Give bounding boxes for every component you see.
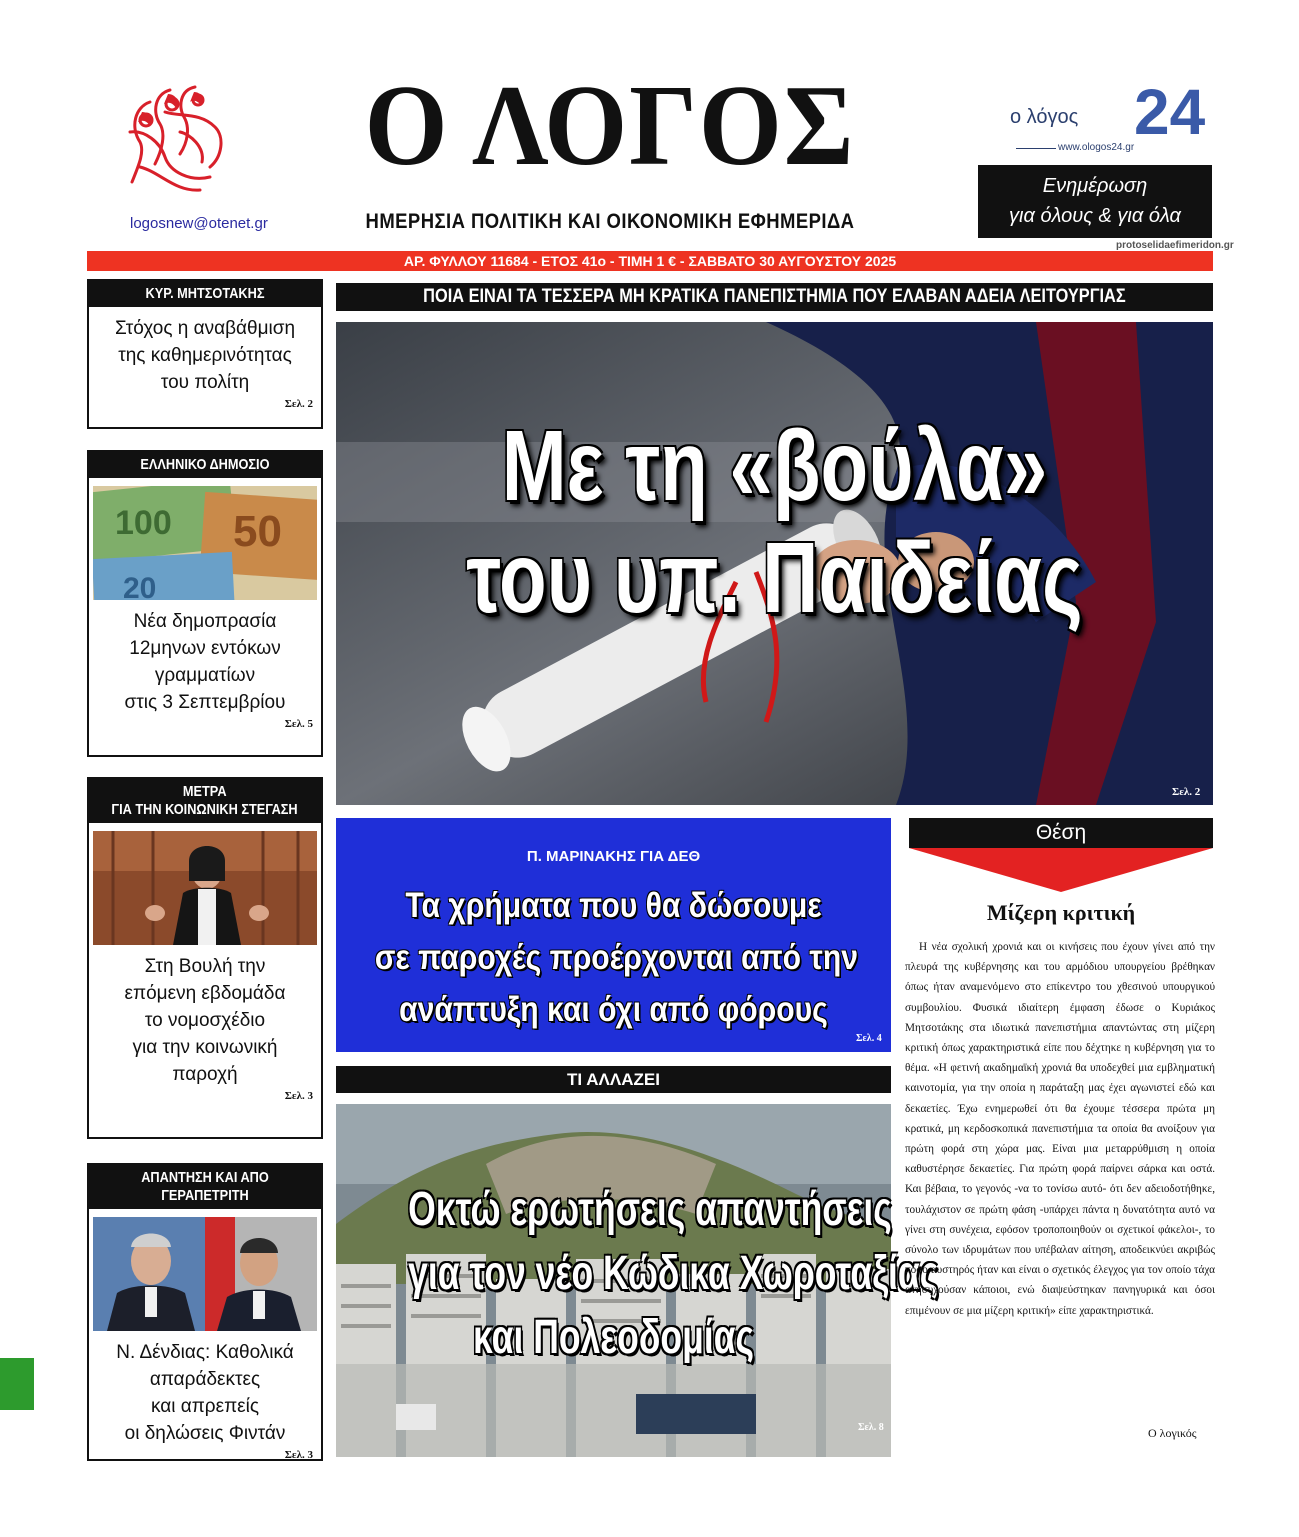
- story-label: ΚΥΡ. ΜΗΤΣΟΤΑΚΗΣ: [89, 281, 321, 307]
- red-arrow-icon: [909, 848, 1213, 892]
- opinion-signature: Ο λογικός: [1148, 1426, 1197, 1440]
- page-ref: Σελ. 8: [858, 1422, 884, 1433]
- side-tab[interactable]: [0, 1358, 34, 1410]
- newspaper-subtitle: ΗΜΕΡΗΣΙΑ ΠΟΛΙΤΙΚΗ ΚΑΙ ΟΙΚΟΝΟΜΙΚΗ ΕΦΗΜΕΡΙΔΑ: [365, 210, 855, 233]
- sidebar-story-dendias[interactable]: [87, 1163, 323, 1461]
- parliament-speaker-image: [93, 831, 317, 945]
- issue-info: ΑΡ. ΦΥΛΛΟΥ 11684 - ΕΤΟΣ 41ο - ΤΙΜΗ 1 € - ΣΑΒΒΑΤΟ 30 ΑΥΓΟΥΣΤΟΥ 2025: [403, 253, 897, 269]
- story-headline: Στη Βουλή την επόμενη εβδομάδα το νομοσχέδιο για την κοινωνική παροχή: [124, 956, 286, 1085]
- sidebar-story-housing[interactable]: [87, 777, 323, 1139]
- page-ref: Σελ. 5: [284, 718, 313, 730]
- promo-box: [978, 165, 1212, 238]
- svg-text:100: 100: [115, 504, 172, 542]
- opinion-body: Η νέα σχολική χρονιά και οι κινήσεις που έχουν γίνει από την πλευρά της κυβέρνησης και του αρμόδιου υπουργείου βρέθηκαν όπως ήταν αναμενόμενο στο επίκεντρο του χθεσινού υπουργικού συμβουλίου. Φυσικά ιδιαίτερη έμφαση έδωσε ο Κυριάκος Μητσοτάκης στα ιδιωτικά πανεπιστήμια απαντώντας στη μίζερη κριτική όπως χαρακτηριστικά είπε που δέχτηκε η κυβέρνηση για το θέμα. «Η φετινή ακαδημαϊκή χρονιά θα υποδεχθεί μια εμβληματική καινοτομία, για την οποία η παράταξη μας έχει αγωνιστεί εδώ και δεκαετίες. Έχω ενημερωθεί ότι θα έχουμε τέσσερα πρώτα μη κρατικά, μη κερδοσκοπικά πανεπιστήμια τα οποία θα ανοίξουν για πρώτη φορά στη χώρα μας. Είναι μια μεταρρύθμιση η οποία καθυστέρησε δεκαετίες. Για πρώτη φορά παίρνει σάρκα και οστά. Και βέβαια, το γεγονός -να το τονίσω αυτό- ότι δεν αδειοδοτήθηκε, τουλάχιστον σε πρώτη φάση -υπάρχει πάντα η δυνατότητα αυτό να γίνει στη συνέχεια, εφόσον τροποποιηθούν οι σχετικοί φάκελοι-, το σύνολο των ιδρυμάτων που υπέβαλαν αίτηση, αποδεικνύει ακριβώς πόσο αυστηρός ήταν και είναι ο σχετικός έλεγχος για τον οποίο τάχα ανησυχούσαν κάποιοι, ενώ διαψεύστηκαν πανηγυρικά και όσοι επιμένουν σε μια μίζερη κριτική» είπε χαρακτηριστικά.: [905, 941, 1215, 1317]
- page-ref: Σελ. 3: [284, 1449, 313, 1461]
- section-bar: ΤΙ ΑΛΛΑΖΕΙ: [336, 1066, 891, 1093]
- sidebar-story-mitsotakis[interactable]: [87, 279, 323, 429]
- promo-line: Ενημέρωση: [1042, 175, 1148, 197]
- main-headline[interactable]: Με τη «βούλα» του υπ. Παιδείας: [466, 410, 1083, 634]
- contact-email[interactable]: logosnew@otenet.gr: [130, 215, 268, 232]
- story-label: ΑΠΑΝΤΗΣΗ ΚΑΙ ΑΠΟ ΓΕΡΑΠΕΤΡΙΤΗ: [89, 1165, 321, 1209]
- city-story-headline[interactable]: Οκτώ ερωτήσεις απαντήσεις για τον νέο Κώδικα Χωροταξίας και Πολεοδομίας: [408, 1183, 939, 1364]
- newspaper-title: Ο ΛΟΓΟΣ: [364, 62, 856, 190]
- story-headline: Νέα δημοπρασία 12μηνων εντόκων γραμματίων στις 3 Σεπτεμβρίου: [124, 611, 286, 713]
- divider: [1016, 148, 1056, 149]
- site-url[interactable]: www.ologos24.gr: [1058, 142, 1135, 153]
- story-label: ΕΛΛΗΝΙΚΟ ΔΗΜΟΣΙΟ: [89, 452, 321, 478]
- euro-banknotes-image: [93, 486, 317, 600]
- source-credit: protoselidaefimeridon.gr: [1116, 240, 1234, 251]
- svg-text:50: 50: [233, 507, 282, 556]
- story-label: ΜΕΤΡΑ ΓΙΑ ΤΗΝ ΚΟΙΝΩΝΙΚΗ ΣΤΕΓΑΣΗ: [89, 779, 321, 823]
- page-ref: Σελ. 4: [856, 1033, 882, 1044]
- story-headline: Στόχος η αναβάθμιση της καθημερινότητας του πολίτη: [114, 318, 296, 393]
- page-ref: Σελ. 3: [284, 1090, 313, 1102]
- ministers-portraits-image: [93, 1217, 317, 1331]
- story-headline: Ν. Δένδιας: Καθολικά απαράδεκτες και απρεπείς οι δηλώσεις Φιντάν: [116, 1342, 294, 1444]
- story-kicker: Π. ΜΑΡΙΝΑΚΗΣ ΓΙΑ ΔΕΘ: [526, 848, 701, 865]
- site-name: ο λόγος: [1010, 106, 1079, 128]
- promo-line: για όλους & για όλα: [1009, 205, 1181, 227]
- top-headline-bar[interactable]: ΠΟΙΑ ΕΙΝΑΙ ΤΑ ΤΕΣΣΕΡΑ ΜΗ ΚΡΑΤΙΚΑ ΠΑΝΕΠΙΣΤΗΜΙΑ ΠΟΥ ΕΛΑΒΑΝ ΑΔΕΙΑ ΛΕΙΤΟΥΡΓΙΑΣ: [336, 283, 1213, 311]
- svg-text:20: 20: [123, 572, 157, 600]
- opinion-label: Θέση: [909, 818, 1213, 848]
- opinion-title[interactable]: Μίζερη κριτική: [986, 900, 1136, 925]
- site-mark: 24: [1134, 76, 1206, 148]
- sidebar-story-treasury[interactable]: [87, 450, 323, 757]
- page-ref: Σελ. 2: [1172, 786, 1201, 798]
- logo-emblem-icon: [110, 72, 240, 202]
- page-ref: Σελ. 2: [284, 398, 313, 410]
- blue-story-headline[interactable]: Τα χρήματα που θα δώσουμε σε παροχές προέρχονται από την ανάπτυξη και όχι από φόρους: [374, 886, 858, 1029]
